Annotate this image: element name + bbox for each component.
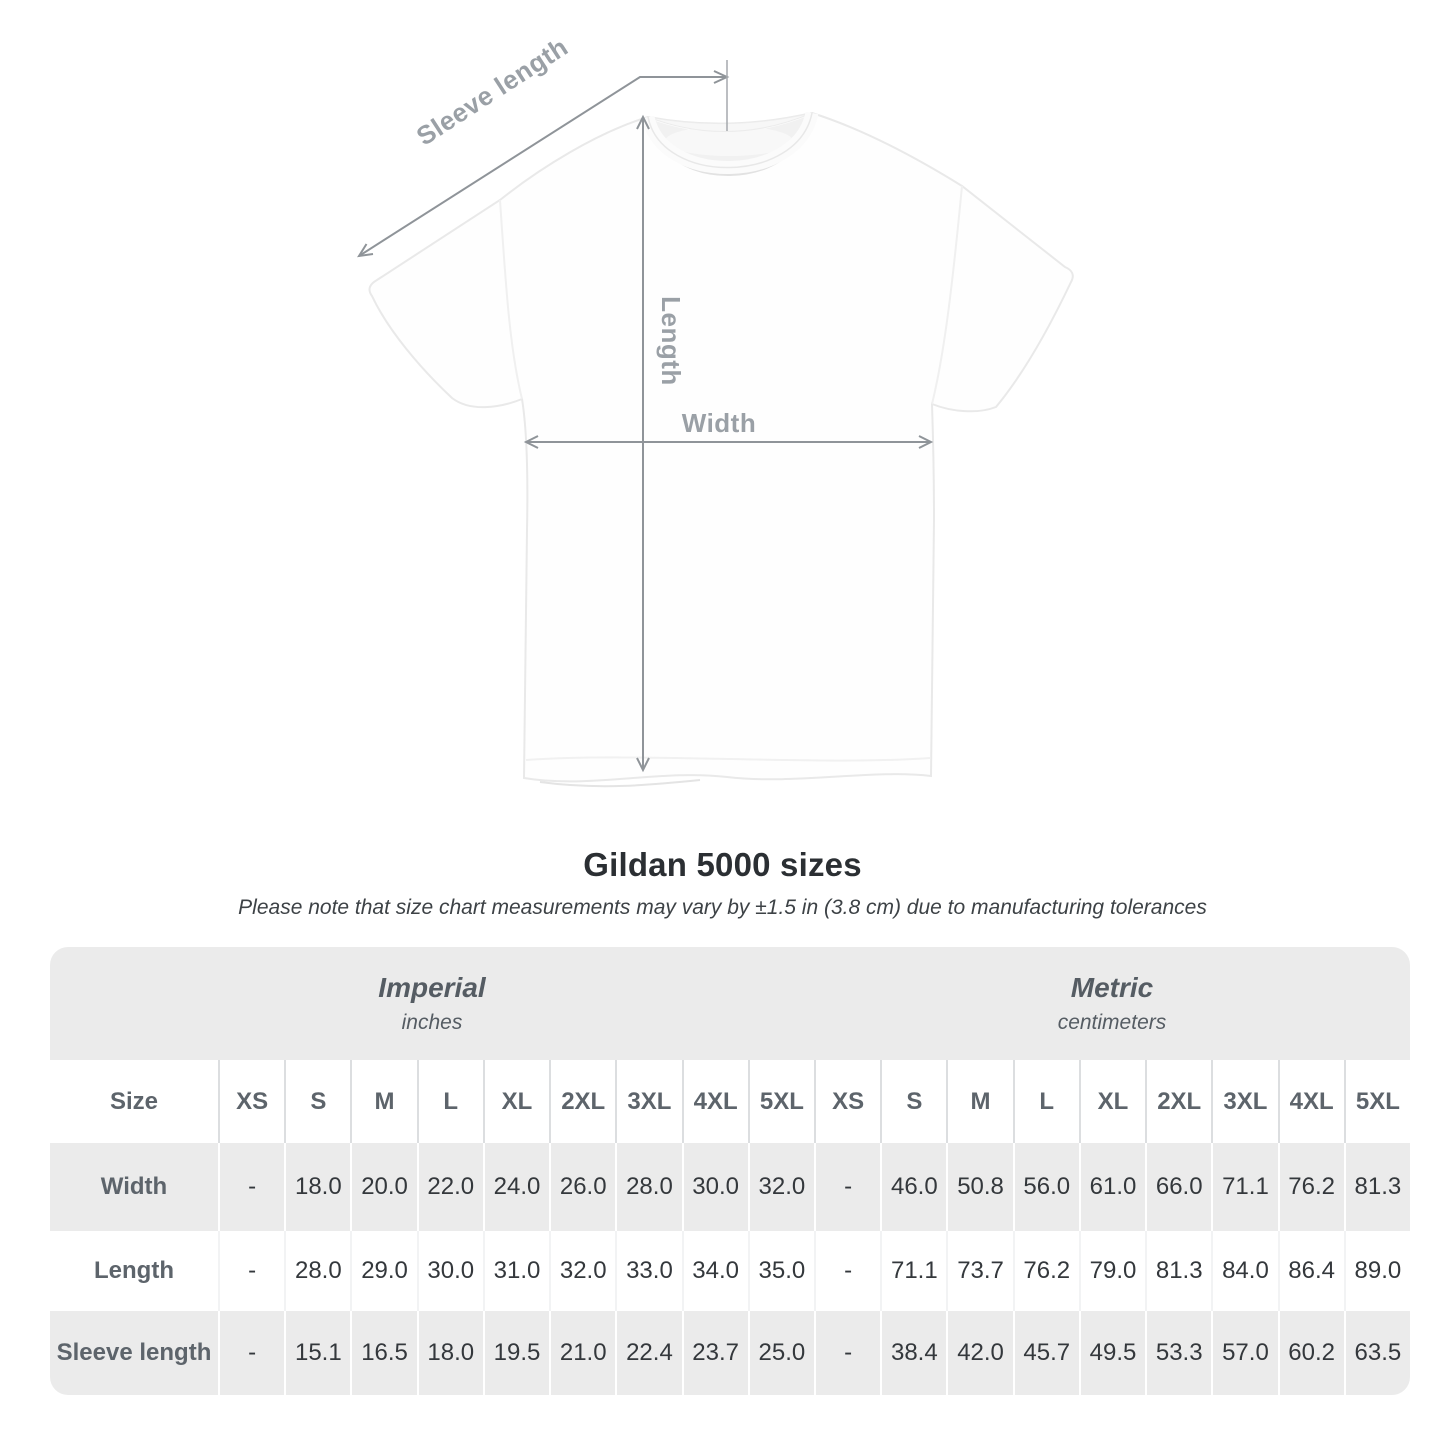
value-cell: 49.5 [1079, 1311, 1145, 1395]
value-cell: 18.0 [284, 1143, 350, 1231]
value-cell: 86.4 [1278, 1231, 1344, 1311]
header-metric-xs: XS [814, 1060, 880, 1143]
imperial-group-header [50, 947, 814, 1060]
value-cell: 30.0 [682, 1143, 748, 1231]
value-cell: 21.0 [549, 1311, 615, 1395]
value-cell: 34.0 [682, 1231, 748, 1311]
value-cell: 32.0 [549, 1231, 615, 1311]
row-label-width: Width [50, 1143, 218, 1231]
imperial-group-unit: inches [401, 1011, 463, 1034]
row-label-sleeve-length: Sleeve length [50, 1311, 218, 1395]
value-cell: 19.5 [483, 1311, 549, 1395]
value-cell: 50.8 [946, 1143, 1012, 1231]
value-cell: 63.5 [1344, 1311, 1410, 1395]
imperial-group-label: Imperial [378, 972, 486, 1003]
value-cell: 66.0 [1145, 1143, 1211, 1231]
value-cell: - [814, 1231, 880, 1311]
header-metric-4xl: 4XL [1278, 1060, 1344, 1143]
value-cell: 32.0 [748, 1143, 814, 1231]
value-cell: 24.0 [483, 1143, 549, 1231]
value-cell: 20.0 [350, 1143, 416, 1231]
row-label-length: Length [50, 1231, 218, 1311]
header-imperial-3xl: 3XL [615, 1060, 681, 1143]
value-cell: 71.1 [1211, 1143, 1277, 1231]
header-imperial-2xl: 2XL [549, 1060, 615, 1143]
metric-group-header [814, 947, 1410, 1060]
header-imperial-4xl: 4XL [682, 1060, 748, 1143]
header-metric-s: S [880, 1060, 946, 1143]
value-cell: 25.0 [748, 1311, 814, 1395]
header-imperial-m: M [350, 1060, 416, 1143]
value-cell: 81.3 [1344, 1143, 1410, 1231]
value-cell: 26.0 [549, 1143, 615, 1231]
value-cell: 79.0 [1079, 1231, 1145, 1311]
header-imperial-xl: XL [483, 1060, 549, 1143]
value-cell: 76.2 [1013, 1231, 1079, 1311]
header-metric-5xl: 5XL [1344, 1060, 1410, 1143]
value-cell: 56.0 [1013, 1143, 1079, 1231]
header-imperial-xs: XS [218, 1060, 284, 1143]
value-cell: 15.1 [284, 1311, 350, 1395]
value-cell: 30.0 [417, 1231, 483, 1311]
value-cell: 42.0 [946, 1311, 1012, 1395]
value-cell: 16.5 [350, 1311, 416, 1395]
value-cell: 46.0 [880, 1143, 946, 1231]
tshirt-body [370, 113, 1073, 781]
header-metric-2xl: 2XL [1145, 1060, 1211, 1143]
value-cell: 71.1 [880, 1231, 946, 1311]
value-cell: 45.7 [1013, 1311, 1079, 1395]
value-cell: 61.0 [1079, 1143, 1145, 1231]
value-cell: 23.7 [682, 1311, 748, 1395]
header-imperial-l: L [417, 1060, 483, 1143]
tolerance-note: Please note that size chart measurements may vary by ±1.5 in (3.8 cm) due to manufacturing tolerances [238, 896, 1207, 919]
value-cell: - [218, 1311, 284, 1395]
size-table [50, 947, 1410, 1395]
value-cell: 28.0 [284, 1231, 350, 1311]
value-cell: 22.4 [615, 1311, 681, 1395]
value-cell: 81.3 [1145, 1231, 1211, 1311]
value-cell: 22.0 [417, 1143, 483, 1231]
metric-group-label: Metric [1070, 972, 1154, 1003]
value-cell: - [814, 1311, 880, 1395]
header-metric-m: M [946, 1060, 1012, 1143]
value-cell: 89.0 [1344, 1231, 1410, 1311]
value-cell: - [218, 1143, 284, 1231]
value-cell: 73.7 [946, 1231, 1012, 1311]
value-cell: 28.0 [615, 1143, 681, 1231]
value-cell: 38.4 [880, 1311, 946, 1395]
value-cell: 60.2 [1278, 1311, 1344, 1395]
header-metric-xl: XL [1079, 1060, 1145, 1143]
width-label: Width [681, 408, 757, 438]
length-label: Length [656, 296, 687, 386]
header-metric-3xl: 3XL [1211, 1060, 1277, 1143]
value-cell: 35.0 [748, 1231, 814, 1311]
header-metric-l: L [1013, 1060, 1079, 1143]
header-imperial-5xl: 5XL [748, 1060, 814, 1143]
value-cell: 53.3 [1145, 1311, 1211, 1395]
value-cell: - [218, 1231, 284, 1311]
size-column-header: Size [50, 1060, 218, 1143]
value-cell: 84.0 [1211, 1231, 1277, 1311]
page-title: Gildan 5000 sizes [583, 846, 862, 883]
metric-group-unit: centimeters [1057, 1011, 1167, 1034]
value-cell: 18.0 [417, 1311, 483, 1395]
value-cell: - [814, 1143, 880, 1231]
sleeve-length-label: Sleeve length [410, 31, 574, 152]
value-cell: 31.0 [483, 1231, 549, 1311]
value-cell: 57.0 [1211, 1311, 1277, 1395]
value-cell: 76.2 [1278, 1143, 1344, 1231]
value-cell: 33.0 [615, 1231, 681, 1311]
header-imperial-s: S [284, 1060, 350, 1143]
value-cell: 29.0 [350, 1231, 416, 1311]
